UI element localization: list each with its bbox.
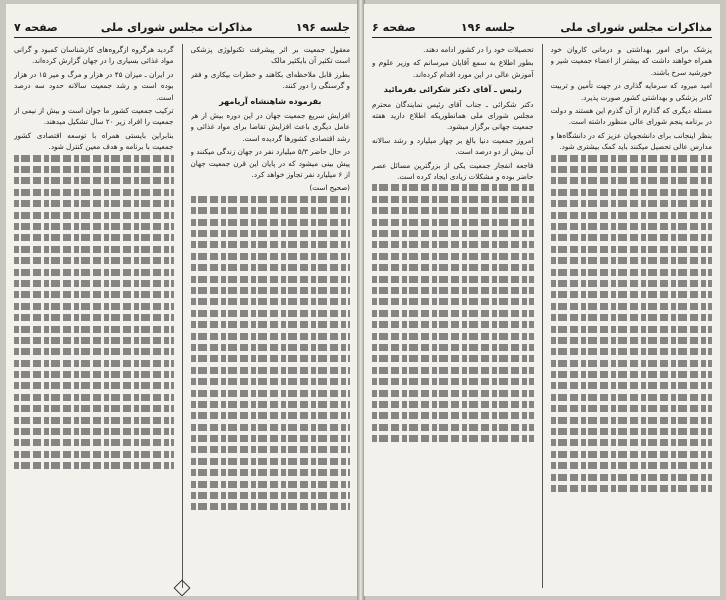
page-number: صفحه ۶	[372, 21, 416, 34]
column-divider	[182, 44, 183, 588]
body-text-lines	[191, 196, 351, 511]
body-text-lines	[372, 184, 534, 442]
paragraph: پزشک برای امور بهداشتی و درمانی کاروان خود همراه خواهند داشت که بیشتر از اعضاء جمعیت شیر و خورشید سرخ باشند.	[550, 45, 712, 77]
paragraph: دکتر شکرائی ـ جناب آقای رئیس نمایندگان محترم مجلس شورای ملی همانطوریکه اطلاع دارید هفته جمعیت جهانی برگزار میشود.	[372, 99, 534, 132]
text-column-right	[551, 44, 713, 588]
body-text-lines	[14, 155, 174, 470]
page-header	[372, 10, 712, 38]
text-column-left	[372, 44, 534, 588]
paragraph: در حال حاضر ۵/۳ میلیارد نفر در جهان زندگی میکنند و پیش بینی میشود که در پایان این قرن جمعیت جهان از ۶ میلیارد نفر تجاوز خواهد کرد.	[190, 147, 350, 180]
paragraph: (صحیح است)	[309, 183, 350, 193]
speaker-heading: رئیس ـ آقای دکتر شکرائی بفرمائید	[383, 85, 522, 95]
page-six	[364, 4, 720, 596]
body-text-lines	[551, 155, 713, 492]
page-seven	[6, 4, 358, 596]
paragraph: بنظر اینجانب برای دانشجویان عزیز که در دانشگاه‌ها و مدارس عالی تحصیل میکنند باید کمک بیشتری شود.	[550, 130, 712, 152]
section-heading: بفرموده شاهنشاه آریامهر	[219, 96, 322, 106]
paragraph: در ایران ـ میزان ۴۵ در هزار و مرگ و میر ۱۵ در هزار بوده است و رشد جمعیت سالانه حدود سه درصد است.	[14, 69, 174, 102]
paragraph: بنابراین بایستی همراه با توسعه اقتصادی کشور جمعیت با برنامه و هدف معین کنترل شود.	[14, 130, 174, 152]
paragraph: تحصیلات خود را در کشور ادامه دهند.	[423, 45, 534, 54]
paragraph: امروز جمعیت دنیا بالغ بر چهار میلیارد و رشد سالانه آن بیش از دو درصد است.	[372, 135, 534, 157]
paragraph: بطور اطلاع به سمع آقایان میرسانم که وزیر علوم و آموزش عالی در این مورد اقدام کرده‌اند.	[372, 58, 534, 79]
page-number: صفحه ۷	[14, 21, 58, 34]
text-column-left	[14, 44, 174, 588]
paragraph: مسئله دیگری که گذارم از آن گذرم این هستند و دولت در برنامه پنجم شورای عالی منظور داشته است.	[550, 106, 712, 127]
running-title: مذاکرات مجلس شورای ملی	[100, 21, 253, 34]
paragraph: گردید هرگروه ازگروه‌های کارشناسان کمبود و گرانی مواد غذائی بسیاری را در جهان گزارش کرده‌اند.	[14, 45, 174, 66]
running-title: مذاکرات مجلس شورای ملی	[560, 21, 712, 34]
paragraph: افزایش سریع جمعیت جهان در این دوره بیش از هر عامل دیگری باعث افزایش تقاضا برای مواد غذائی و رشد اقتصادی کشورها گردیده است.	[190, 111, 350, 143]
text-columns	[14, 44, 350, 588]
text-column-right	[191, 44, 351, 588]
session-label: جلسه ۱۹۶	[295, 21, 350, 34]
column-divider	[542, 44, 543, 588]
text-columns	[372, 44, 712, 588]
session-label: جلسه ۱۹۶	[460, 21, 516, 34]
paragraph: ترکیب جمعیت کشور ما جوان است و بیش از نیمی از جمعیت را افراد زیر ۲۰ سال تشکیل میدهند.	[14, 106, 174, 127]
paragraph: فاجعه انفجار جمعیت یکی از بزرگترین مسائل عصر حاضر بوده و مشکلات زیادی ایجاد کرده است.	[372, 160, 534, 182]
paragraph: معقول جمعیت بر اثر پیشرفت تکنولوژی پزشکی است تکثیر آن بایکثیر مالک	[190, 45, 350, 66]
paragraph: بطرز قابل ملاحظه‌ای بکاهند و خطرات بیکاری و فقر و گرسنگی را دور کنند.	[190, 69, 350, 91]
page-header	[14, 10, 350, 38]
paragraph: امید میرود که سرمایه گذاری در جهت تأمین و تربیت کادر پزشکی و بهداشتی کشور صورت پذیرد.	[550, 81, 712, 102]
